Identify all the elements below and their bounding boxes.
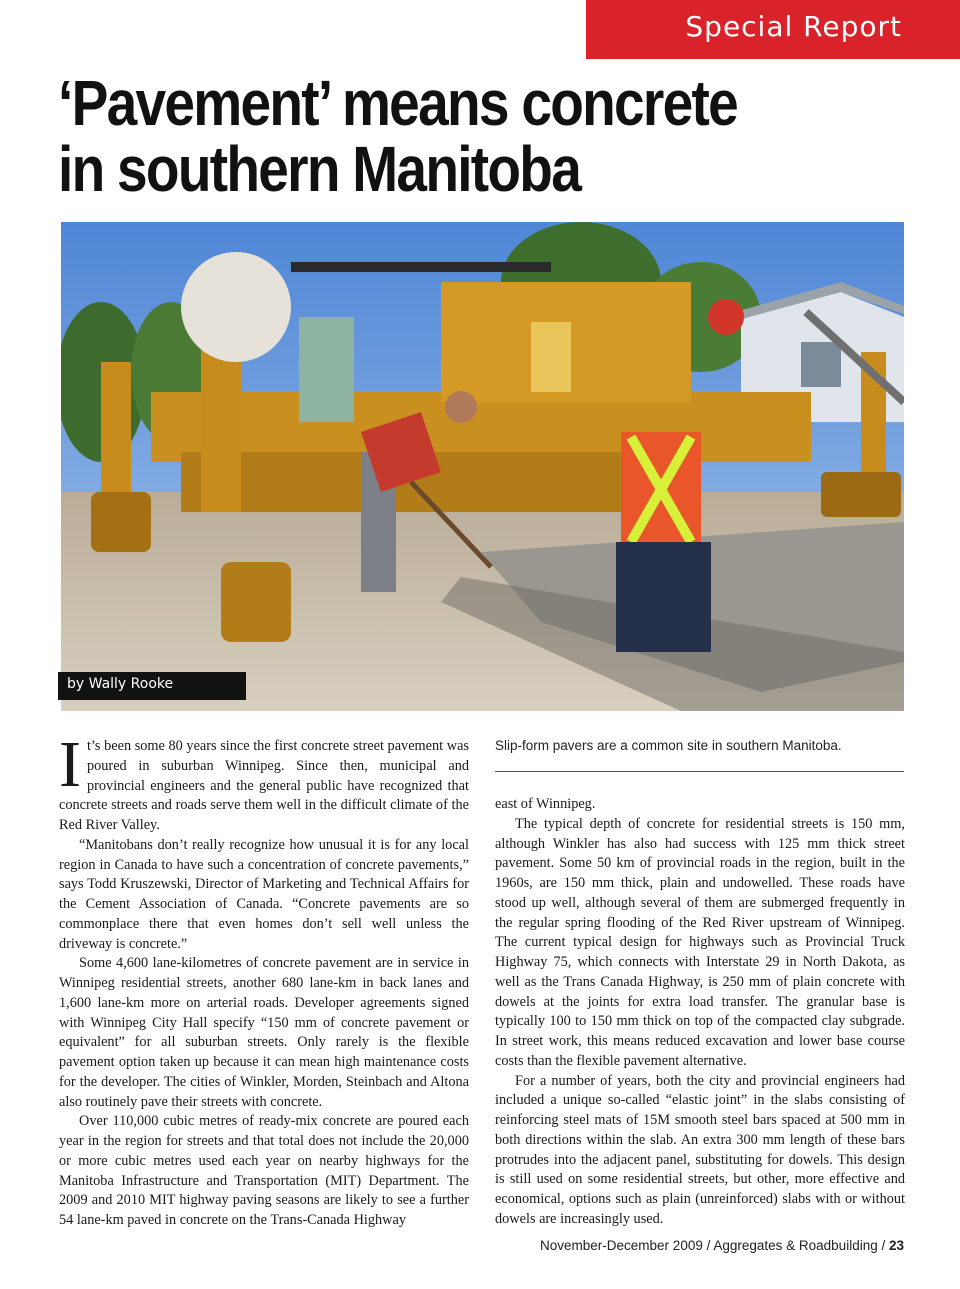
article-photo — [61, 222, 904, 711]
article-paragraph: The typical depth of concrete for residential streets is 150 mm, although Winkler has also had success with 125 mm thick street pavement. Some 50 km of provincial roads in the region, built in the 1960s, are 150 mm thick, plain and undowelled. These roads have stood up well, although several of them are submerged frequently in the regular spring flooding of the Red River upstream of Winnipeg. The current typical design for highways such as Provincial Truck Highway 75, which connects with Interstate 29 in North Dakota, as well as the Trans Canada Highway, is 250 mm of plain concrete with dowels at the joints for extra load transfer. The granular base is typically 100 to 150 mm thick on top of the compacted clay subgrade. In street work, this means reduced excavation and lower base course costs than the flexible pavement alternative. — [495, 815, 905, 1069]
article-headline — [58, 67, 798, 205]
page-footer — [540, 1238, 904, 1253]
article-paragraph: It’s been some 80 years since the first concrete street pavement was poured in suburban Winnipeg. Since then, municipal and provincial engineers and the general public have recognized that concrete streets and roads serve them well in the difficult climate of the Red River Valley. — [59, 728, 469, 833]
page-number: 23 — [888, 1238, 904, 1253]
byline-box — [58, 672, 246, 700]
article-paragraph: east of Winnipeg. — [495, 796, 596, 812]
drop-cap: I — [59, 728, 81, 801]
headline-line-2: in southern Manitoba — [58, 133, 581, 205]
article-paragraph: “Manitobans don’t really recognize how unusual it is for any local region in Canada to have such a concentration of concrete pavements,” says Todd Kruszewski, Director of Marketing and Technical Affairs for the Cement Association of Canada. “Concrete pavements are so commonplace there that even homes don’t sell well unless the driveway is concrete.” — [59, 836, 469, 952]
footer-issue: November-December 2009 / Aggregates & Roadbuilding / — [540, 1238, 889, 1253]
caption-divider — [495, 771, 904, 772]
article-column-right — [495, 795, 905, 1230]
byline-text: by Wally Rooke — [67, 676, 174, 692]
section-label: Special Report — [685, 10, 902, 43]
section-banner — [586, 0, 960, 59]
headline-line-1: ‘Pavement’ means concrete — [58, 67, 737, 139]
article-paragraph: Over 110,000 cubic metres of ready-mix concrete are poured each year in the region for streets and that total does not include the 20,000 or more cubic metres used each year on nearby highways for the Manitoba Infrastructure and Transportation (MIT) Department. The 2009 and 2010 MIT highway paving seasons are likely to see a further 54 lane-km paved in concrete on the Trans-Canada Highway — [59, 1113, 469, 1228]
article-column-left — [59, 728, 469, 1231]
article-paragraph: For a number of years, both the city and provincial engineers had included a unique so-called “elastic joint” in the slabs consisting of reinforcing steel mats of 15M smooth steel bars spaced at 500 mm in both directions within the slab. An extra 300 mm length of these bars protrudes into the adjacent panel, substituting for dowels. This design is still used on some residential streets, but other, more effective and economical, options such as plain (unreinforced) slabs with or without dowels are increasingly used. — [495, 1072, 905, 1227]
article-paragraph: Some 4,600 lane-kilometres of concrete pavement are in service in Winnipeg residential streets, another 680 lane-km in back lanes and 1,600 lane-km more on arterial roads. Developer agreements signed with Winnipeg City Hall specify “150 mm of concrete pavement or equivalent” for all suburban streets. Only rarely is the flexible pavement option taken up because it can mean high maintenance costs for the developer. The cities of Winkler, Morden, Steinbach and Altona also routinely pave their streets with concrete. — [59, 955, 469, 1110]
photo-caption: Slip-form pavers are a common site in southern Manitoba. — [495, 738, 842, 753]
photo-image — [61, 222, 904, 711]
